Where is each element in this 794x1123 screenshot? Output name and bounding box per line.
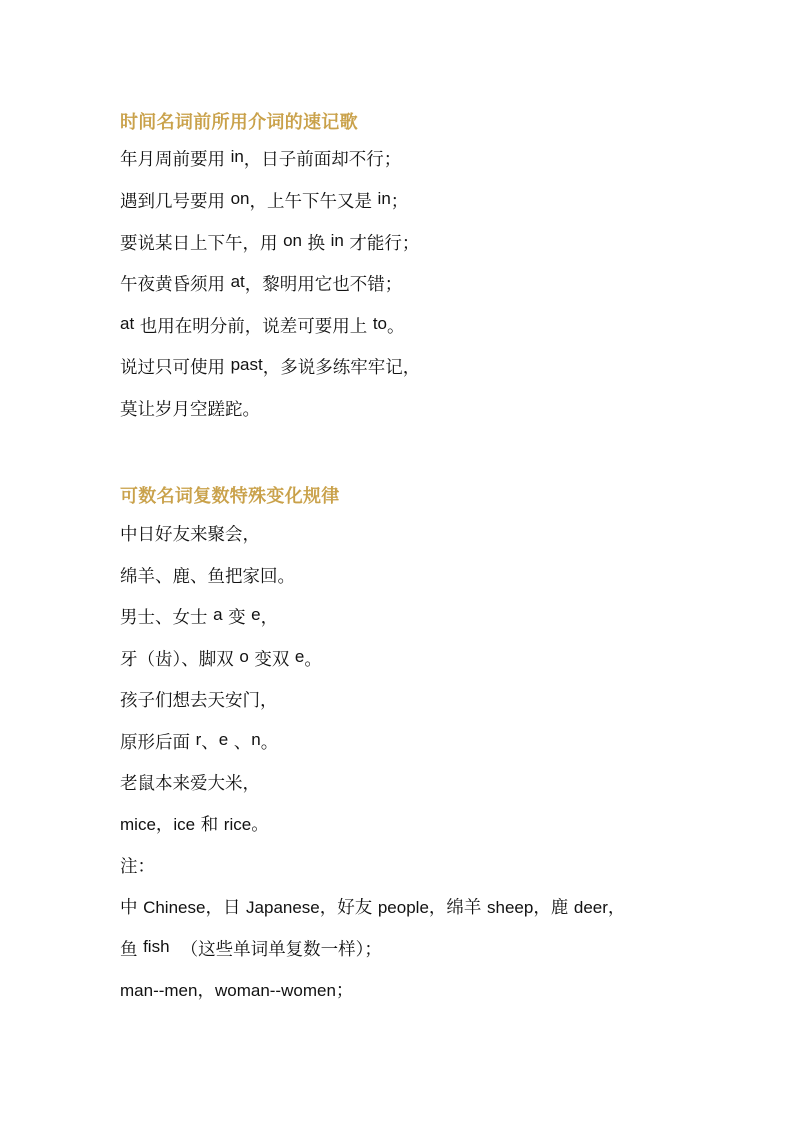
- text-run: 也用在明分前，说差可要用上: [134, 317, 373, 337]
- english-word: rice: [223, 815, 252, 834]
- verse-line: [120, 606, 278, 630]
- verse-line: [120, 772, 260, 796]
- english-letter: o: [239, 647, 249, 666]
- english-word: in: [230, 147, 244, 166]
- text-run: 午夜黄昏须用: [120, 275, 231, 295]
- text-run: 年月周前要用: [120, 150, 231, 170]
- text-run: ，: [155, 815, 174, 835]
- text-run: ，: [607, 898, 626, 918]
- text-run: 男士、女士: [120, 608, 214, 628]
- text-run: ，鹿: [533, 898, 574, 918]
- english-word: man--men: [120, 981, 198, 1000]
- english-letter: e: [294, 647, 305, 666]
- verse-line: [120, 148, 401, 172]
- text-run: 。: [260, 733, 279, 753]
- english-word: Japanese: [246, 898, 320, 917]
- text-run: 、: [201, 733, 219, 753]
- text-run: 。: [304, 650, 322, 670]
- english-word: at: [230, 272, 245, 291]
- english-word: in: [377, 189, 391, 208]
- english-word: in: [330, 231, 344, 250]
- verse-line: [120, 648, 322, 672]
- english-word: at: [120, 314, 135, 333]
- english-word: on: [230, 189, 250, 208]
- english-word: to: [372, 314, 387, 333]
- text-run: 注：: [120, 857, 155, 877]
- text-run: 原形后面: [120, 733, 196, 753]
- verse-line: [120, 731, 278, 755]
- text-run: 换: [301, 234, 331, 254]
- text-run: 要说某日上下午，用: [120, 234, 284, 254]
- text-run: 孩子们想去天安门，: [120, 691, 278, 711]
- text-run: ；: [335, 981, 354, 1001]
- text-run: 中: [120, 898, 144, 918]
- verse-line: [120, 565, 295, 589]
- text-run: ，黎明用它也不错；: [244, 275, 403, 295]
- verse-line: [120, 398, 260, 422]
- text-run: 。: [387, 317, 405, 337]
- text-run: ，绵羊: [428, 898, 487, 918]
- text-run: （这些单词单复数一样）；: [169, 940, 382, 960]
- text-run: 变双: [248, 650, 295, 670]
- verse-line: [120, 273, 402, 297]
- text-run: 遇到几号要用: [120, 192, 231, 212]
- english-letter: e: [218, 730, 229, 749]
- english-word: ice: [173, 815, 196, 834]
- english-letter: a: [213, 605, 223, 624]
- text-run: 莫让岁月空蹉跎。: [120, 400, 260, 420]
- section-heading-plurals: 可数名词复数特殊变化规律: [120, 486, 340, 507]
- english-word: sheep: [486, 898, 534, 917]
- text-run: 说过只可使用: [120, 358, 231, 378]
- text-run: 牙（齿）、脚双: [120, 650, 240, 670]
- text-run: 。: [251, 815, 269, 835]
- english-word: on: [283, 231, 302, 250]
- text-run: 老鼠本来爱大米，: [120, 774, 260, 794]
- text-run: ，: [260, 608, 279, 628]
- verse-line: [120, 813, 269, 837]
- verse-line: [120, 315, 405, 339]
- text-run: ，: [197, 981, 215, 1001]
- text-run: ，日: [205, 898, 247, 918]
- english-word: fish: [143, 937, 170, 956]
- verse-line: [120, 896, 625, 920]
- text-run: 变: [222, 608, 252, 628]
- text-run: ，上午下午又是: [249, 192, 378, 212]
- english-word: deer: [573, 898, 608, 917]
- english-word: mice: [120, 815, 156, 834]
- english-letter: n: [251, 730, 261, 749]
- text-run: 、: [228, 733, 252, 753]
- verse-line: [120, 979, 353, 1003]
- english-word: past: [230, 355, 263, 374]
- text-run: 和: [195, 815, 224, 835]
- text-run: ，日子前面却不行；: [243, 150, 402, 170]
- text-run: ，好友: [319, 898, 378, 918]
- verse-line: [120, 232, 419, 256]
- verse-line: [120, 190, 408, 214]
- text-run: ；: [390, 192, 409, 212]
- english-letter: r: [195, 730, 202, 749]
- verse-line: [120, 356, 420, 380]
- text-run: ，多说多练牢牢记，: [262, 358, 421, 378]
- text-run: 中日好友来聚会，: [120, 525, 260, 545]
- verse-line: [120, 689, 278, 713]
- section-heading-prepositions: 时间名词前所用介词的速记歌: [120, 112, 358, 133]
- english-letter: e: [251, 605, 261, 624]
- english-word: Chinese: [143, 898, 206, 917]
- text-run: 绵羊、鹿、鱼把家回。: [120, 567, 295, 587]
- english-word: woman--women: [214, 981, 336, 1000]
- note-label: [120, 855, 155, 879]
- verse-line: [120, 523, 260, 547]
- text-run: 鱼: [120, 940, 144, 960]
- english-word: people: [377, 898, 429, 917]
- text-run: 才能行；: [343, 234, 420, 254]
- verse-line: [120, 938, 382, 962]
